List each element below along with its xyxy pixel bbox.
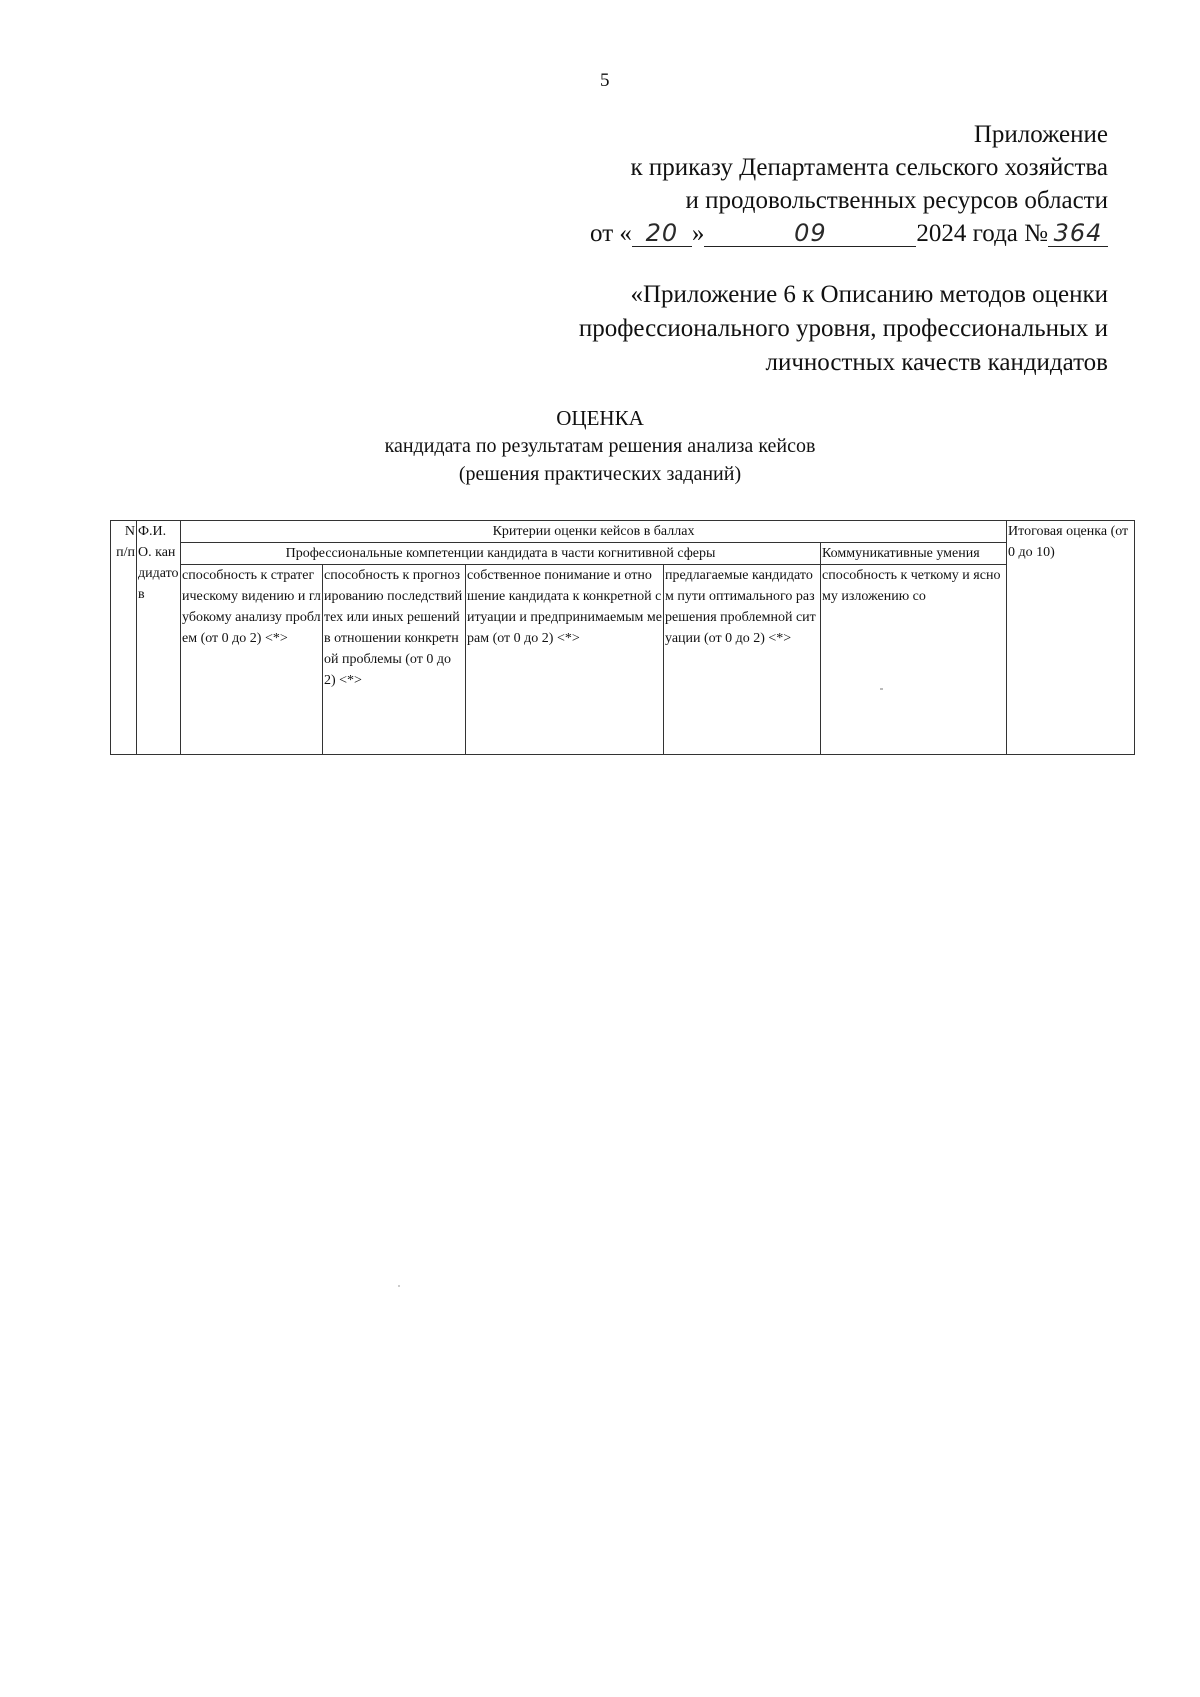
table-header-row-2 [111, 543, 1135, 565]
criterion-strategic-vision: способность к стратегическому видению и глубокому анализу проблем (от 0 до 2) <*> [181, 565, 323, 755]
column-fio-header: Ф.И.О. кандидатов [137, 521, 181, 755]
appendix6-heading [579, 278, 1108, 380]
header-line-1: Приложение [973, 121, 1108, 148]
criterion-own-understanding: собственное понимание и отношение кандидата к конкретной ситуации и предпринимаемым мерам (от 0 до 2) <*> [466, 565, 664, 755]
column-total-header: Итоговая оценка (от 0 до 10) [1007, 521, 1135, 755]
handwritten-month: 09 [704, 220, 916, 247]
page-number: 5 [600, 70, 610, 91]
scan-speck [398, 1285, 400, 1287]
title-main: ОЦЕНКА [556, 406, 644, 430]
table-header-row-1 [111, 521, 1135, 543]
column-number-header: N п/п [111, 521, 137, 755]
appendix6-line-3: личностных качеств кандидатов [765, 349, 1108, 376]
group-professional-header: Профессиональные компетенции кандидата в части когнитивной сферы [181, 543, 821, 565]
header-line-2: к приказу Департамента сельского хозяйства [630, 154, 1108, 181]
group-communicative-header: Коммуникативные умения [821, 543, 1007, 565]
date-prefix: от « [590, 220, 632, 247]
criterion-forecasting: способность к прогнозированию последствий тех или иных решений в отношении конкретной проблемы (от 0 до 2) <*> [323, 565, 466, 755]
criteria-header: Критерии оценки кейсов в баллах [181, 521, 1007, 543]
document-title [0, 404, 1200, 488]
evaluation-table [110, 520, 1135, 755]
year-text: 2024 года № [916, 220, 1048, 247]
header-line-3: и продовольственных ресурсов области [685, 187, 1108, 214]
scan-speck [880, 688, 883, 690]
appendix6-line-1: «Приложение 6 к Описанию методов оценки [630, 281, 1108, 308]
title-sub-2: (решения практических заданий) [458, 463, 742, 485]
appendix6-line-2: профессионального уровня, профессиональных и [578, 315, 1108, 342]
appendix-header [590, 118, 1108, 250]
table-criteria-row [111, 565, 1135, 755]
handwritten-order-number: 364 [1048, 220, 1108, 247]
criterion-resolution-paths: предлагаемые кандидатом пути оптимального разрешения проблемной ситуации (от 0 до 2) <*> [664, 565, 821, 755]
criterion-clear-expression: способность к четкому и ясному изложению со [821, 565, 1007, 755]
date-mid: » [691, 220, 705, 247]
title-sub-1: кандидата по результатам решения анализа кейсов [384, 435, 816, 457]
handwritten-day: 20 [632, 220, 692, 247]
order-date-line [590, 217, 1108, 250]
